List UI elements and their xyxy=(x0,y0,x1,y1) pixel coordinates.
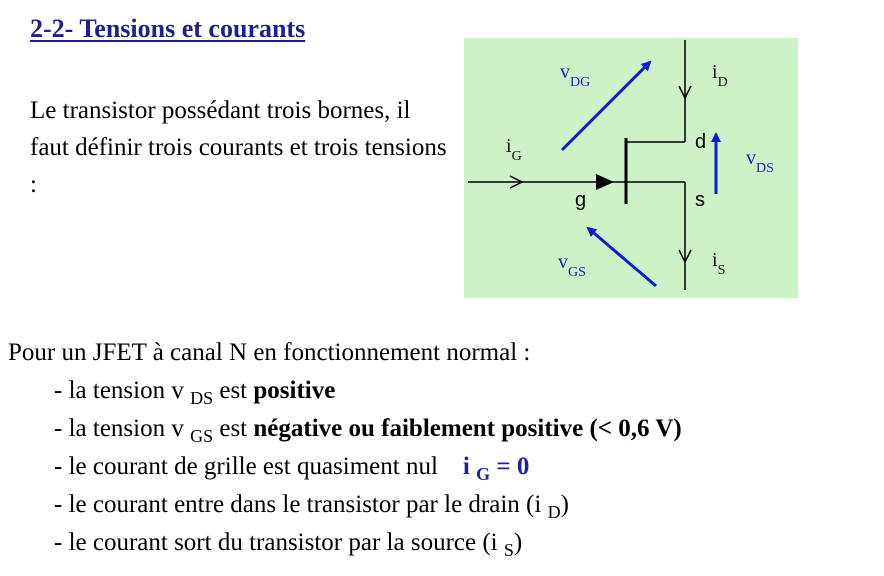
section-title: 2-2- Tensions et courants xyxy=(30,14,306,43)
bullet-vgs: - la tension v $_{GS}$ est négative ou faiblement positive (< 0,6 V) xyxy=(54,415,682,446)
conclusion-lead: Pour un JFET à canal N en fonctionnement normal : xyxy=(8,339,531,366)
voltage-dg-label: $v_{DG}$ xyxy=(560,61,591,90)
terminal-drain-label: d xyxy=(695,131,707,153)
jfet-diagram xyxy=(464,38,798,298)
voltage-gs-label: $v_{GS}$ xyxy=(558,251,586,280)
bullet-vds: - la tension v $_{DS}$ est positive xyxy=(54,377,336,408)
bullet-gate-current: - le courant de grille est quasiment nul i $_G$ = 0 xyxy=(54,453,530,484)
current-drain-label: $i_D$ xyxy=(712,61,728,90)
conclusion-block xyxy=(8,334,682,562)
gate-current-equation: i $_G$ = 0 xyxy=(462,453,530,484)
terminal-gate-label: g xyxy=(575,189,587,211)
terminal-source-label: s xyxy=(695,189,705,211)
bullet-drain-current: - le courant entre dans le transistor par le drain (i $_D$) xyxy=(54,491,569,522)
current-source-label: $i_S$ xyxy=(712,249,726,278)
voltage-ds-label: $v_{DS}$ xyxy=(746,147,774,176)
conclusion-bullet-list xyxy=(8,372,682,562)
current-gate-label: $i_G$ xyxy=(506,135,522,164)
bullet-source-current: - le courant sort du transistor par la source (i $_S$) xyxy=(54,529,523,560)
intro-paragraph: Le transistor possédant trois bornes, il faut définir trois courants et trois tensions : xyxy=(30,97,447,198)
